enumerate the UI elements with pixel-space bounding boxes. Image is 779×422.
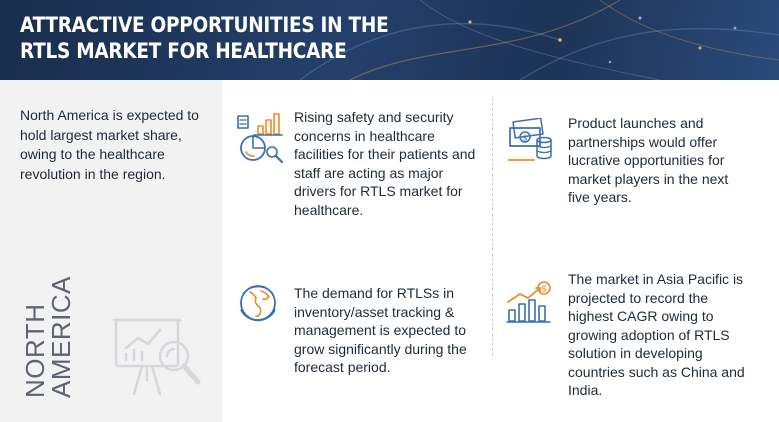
- region-label: [22, 276, 74, 398]
- svg-text:$: $: [541, 284, 548, 295]
- region-label-line-1: NORTH: [20, 303, 50, 398]
- growth-chart-icon: [506, 280, 554, 324]
- money-icon: [508, 118, 554, 162]
- globe-icon: [237, 282, 279, 324]
- region-label-line-2: AMERICA: [46, 276, 76, 398]
- region-summary-text: North America is expected to hold largest market share, owing to the healthcare revolution in the region.: [20, 107, 199, 182]
- presentation-chart-icon: [112, 300, 204, 400]
- header-banner: [0, 0, 779, 80]
- page-title: [20, 12, 388, 64]
- demand-text: The demand for RTLSs in inventory/asset tracking & management is expected to grow significantly during the forecast period.: [294, 285, 467, 375]
- title-line-2: RTLS MARKET FOR HEALTHCARE: [20, 39, 347, 63]
- svg-text:$: $: [522, 133, 528, 143]
- asia-pacific-text: The market in Asia Pacific is projected to record the highest CAGR owing to growing adoption of RTLS solution in developing countries such as China and India.: [568, 271, 745, 398]
- analytics-icon: [236, 112, 286, 164]
- opportunity-text: Product launches and partnerships would offer lucrative opportunities for market players in the next five years.: [568, 115, 729, 205]
- column-divider: [492, 98, 494, 356]
- driver-text: Rising safety and security concerns in healthcare facilities for their patients and staff are acting as major drivers for RTLS market for healthcare.: [294, 109, 476, 218]
- title-line-1: ATTRACTIVE OPPORTUNITIES IN THE: [20, 13, 389, 37]
